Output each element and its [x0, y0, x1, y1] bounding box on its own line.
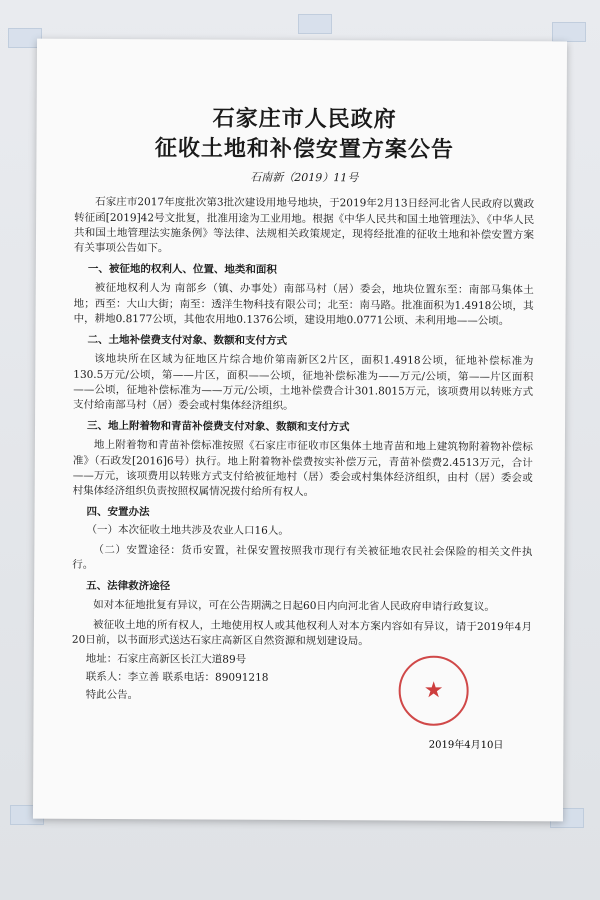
notice-content: [72, 104, 535, 709]
section-1-title: 一、被征地的权利人、位置、地类和面积: [87, 263, 277, 277]
notice-paper: [33, 39, 567, 822]
title-line-2: 征收土地和补偿安置方案公告: [154, 134, 455, 163]
section-5-title: 五、法律救济途径: [86, 580, 171, 593]
section-3-body: 地上附着物和青苗补偿标准按照《石家庄市征收市区集体土地青苗和地上建筑物附着物补偿标准》（石政发[2016]6号）执行。地上附着物补偿费按实补偿万元，青苗补偿费2.4513万元，合计——万元，该项费用以转账方式支付给被征地村（居）委会或村集体经济组织，由村（居）委会或村集体经济组织负责按照权属情况拨付给所有权人。: [72, 439, 533, 499]
title-line-1: 石家庄市人民政府: [212, 105, 397, 133]
section-2-title: 二、土地补偿费支付对象、数额和支付方式: [87, 333, 287, 347]
intro-paragraph: 石家庄市2017年度批次第3批次建设用地号地块，于2019年2月13日经河北省人民政府以冀政转征函[2019]42号文批复，批准用途为工业用地。根据《中华人民共和国土地管理法》、《中华人民共和国土地管理法实施条例》等法律、法规相关政策规定，现将经批准的征收土地和补偿安置方案有关事项公告如下。: [73, 196, 535, 255]
address-line: 地址：石家庄高新区长江大道89号: [85, 652, 247, 666]
official-seal: [398, 656, 468, 726]
tape-top-right: [552, 22, 586, 42]
section-3-title: 三、地上附着物和青苗补偿费支付对象、数额和支付方式: [86, 420, 350, 434]
closing-line: 特此公告。: [85, 689, 139, 702]
doc-number: 石南新（2019）11号: [250, 171, 359, 185]
section-1-body: 被征地权利人为 南部乡（镇、办事处）南部马村（居）委会，地块位置东至：南部马集体土地；西至：大山大街；南至：透洋生物科技有限公司；北至：南马路。批准面积为1.4918公顷，其中，耕地0.8177公顷，其他农用地0.1376公顷，建设用地0.0771公顷、未利用地——公顷。: [73, 282, 534, 327]
section-5-body-1: 如对本征地批复有异议，可在公告期满之日起60日内向河北省人民政府申请行政复议。: [93, 599, 495, 614]
section-4-line-1: （一）本次征收土地共涉及农业人口16人。: [86, 524, 289, 538]
contact-line: 联系人：李立善 联系电话：89091218: [85, 671, 269, 685]
section-5-body-2: 被征收土地的所有权人，土地使用权人或其他权利人对本方案内容如有异议，请于2019年4月20日前，以书面形式送达石家庄高新区自然资源和规划建设局。: [71, 618, 533, 648]
section-4-title: 四、安置办法: [86, 506, 150, 519]
section-4-line-2: （二）安置途径：货币安置，社保安置按照我市现行有关被征地农民社会保险的相关文件执行。: [72, 543, 533, 571]
issue-date: 2019年4月10日: [428, 739, 504, 752]
seal-star-icon: ★: [423, 678, 444, 704]
section-2-body: 该地块所在区域为征地区片综合地价第南新区2片区，面积1.4918公顷，征地补偿标准为130.5万元/公顷，第——片区，面积——公顷，征地补偿标准为——万元/公顷，第——片区面积——公顷，征地补偿标准为——万元/公顷，土地补偿费合计301.8015万元，该项费用以转账方式支付给南部马村（居）委会或村集体经济组织。: [73, 353, 534, 412]
tape-top-center: [298, 14, 332, 34]
